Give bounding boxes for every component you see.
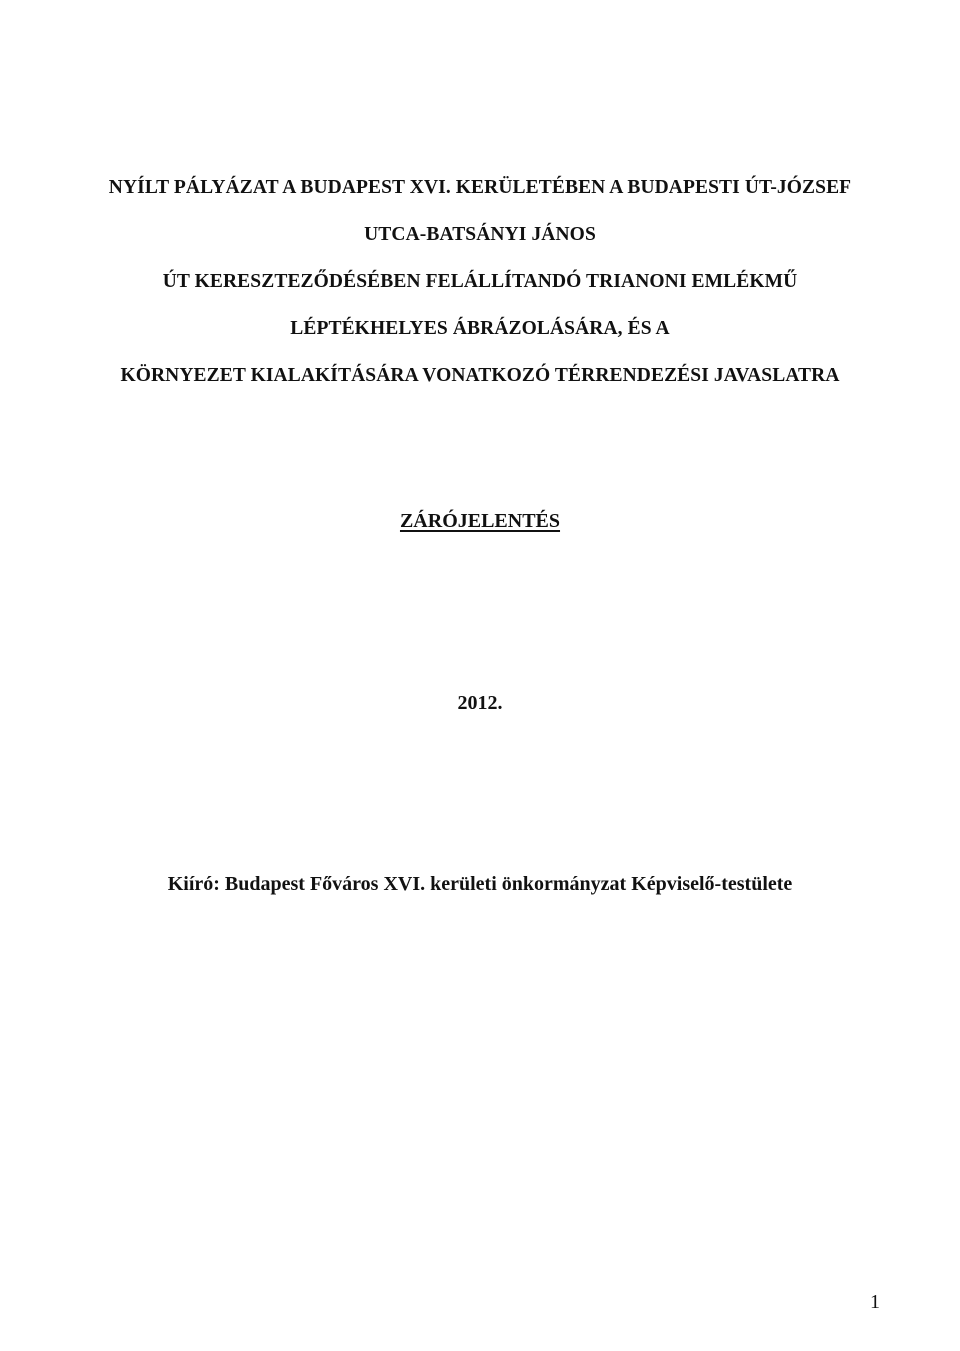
report-label: ZÁRÓJELENTÉS [399, 510, 561, 532]
title-line-1: NYÍLT PÁLYÁZAT A BUDAPEST XVI. KERÜLETÉBEN A BUDAPESTI ÚT-JÓZSEF [108, 177, 852, 198]
title-line-3: ÚT KERESZTEZŐDÉSÉBEN FELÁLLÍTANDÓ TRIANONI EMLÉKMŰ [162, 271, 798, 292]
document-year: 2012. [457, 692, 503, 714]
title-line-5: KÖRNYEZET KIALAKÍTÁSÁRA VONATKOZÓ TÉRRENDEZÉSI JAVASLATRA [120, 365, 840, 386]
title-line-2: UTCA-BATSÁNYI JÁNOS [364, 224, 596, 245]
issuer-line: Kiíró: Budapest Főváros XVI. kerületi önkormányzat Képviselő-testülete [167, 873, 793, 895]
title-line-4: LÉPTÉKHELYES ÁBRÁZOLÁSÁRA, ÉS A [290, 318, 670, 339]
document-title [60, 164, 900, 399]
page-number: 1 [870, 1291, 880, 1313]
